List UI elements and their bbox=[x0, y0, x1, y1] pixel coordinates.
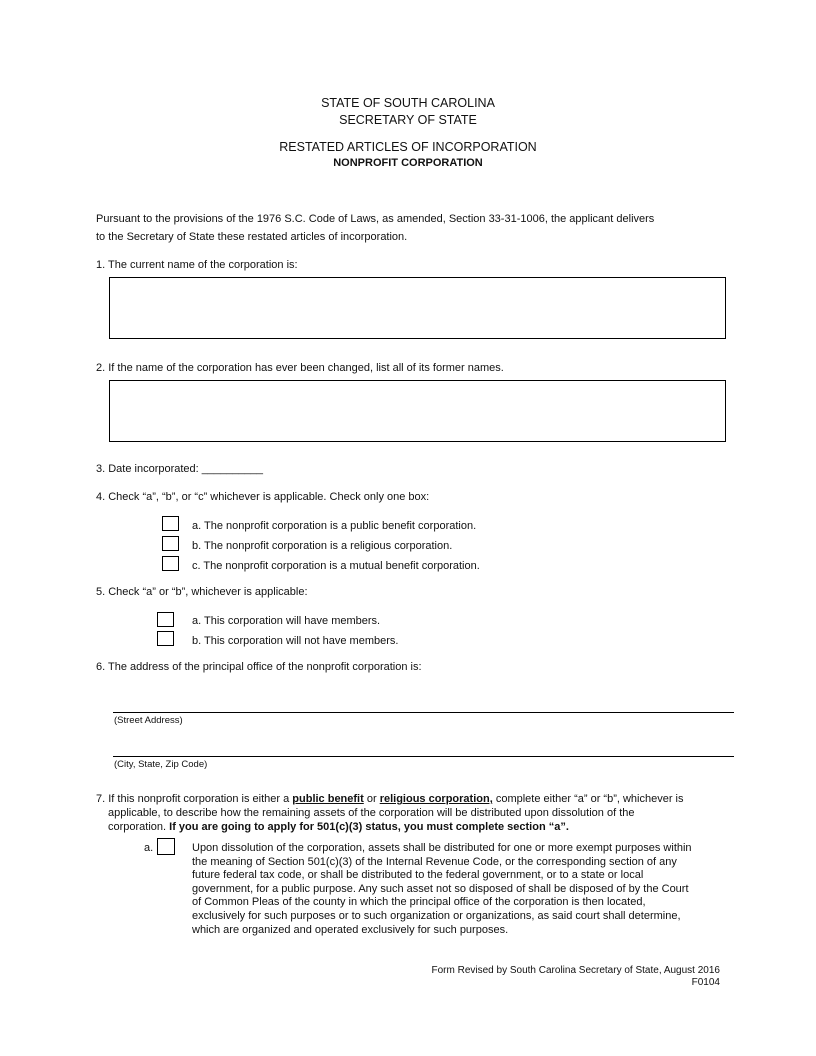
q5-option-b-label: b. This corporation will not have members. bbox=[192, 635, 399, 647]
city-state-zip-caption: (City, State, Zip Code) bbox=[114, 759, 208, 770]
q7-term-religious: religious corporation, bbox=[379, 793, 493, 805]
q3-label: 3. Date incorporated: __________ bbox=[96, 463, 263, 475]
q7-term-public-benefit: public benefit bbox=[292, 793, 364, 805]
q4-option-a-label: a. The nonprofit corporation is a public benefit corporation. bbox=[192, 520, 477, 532]
q5-option-a-checkbox[interactable] bbox=[157, 612, 174, 627]
q4-label: 4. Check “a”, “b”, or “c” whichever is applicable. Check only one box: bbox=[96, 491, 430, 503]
former-names-field[interactable] bbox=[109, 380, 726, 442]
q7-line-3 bbox=[108, 821, 569, 833]
q7-line-3-bold: If you are going to apply for 501(c)(3) status, you must complete section “a”. bbox=[169, 821, 569, 833]
q5-label: 5. Check “a” or “b”, whichever is applicable: bbox=[96, 586, 308, 598]
q1-label: 1. The current name of the corporation is: bbox=[96, 259, 298, 271]
q7-line-1 bbox=[96, 793, 684, 805]
city-state-zip-line[interactable] bbox=[113, 756, 734, 757]
q6-label: 6. The address of the principal office of the nonprofit corporation is: bbox=[96, 661, 422, 673]
q7-option-a-line: the meaning of Section 501(c)(3) of the Internal Revenue Code, or the corresponding section of any bbox=[192, 855, 677, 868]
q7-option-a-line: Upon dissolution of the corporation, assets shall be distributed for one or more exempt purposes within bbox=[192, 842, 692, 854]
q4-option-b-label: b. The nonprofit corporation is a religious corporation. bbox=[192, 540, 453, 552]
q7-line-3-plain: corporation. bbox=[108, 821, 170, 833]
q7-mid: or bbox=[363, 793, 380, 805]
q7-rest: complete either “a” or “b”, whichever is bbox=[492, 793, 684, 805]
intro-line-1: Pursuant to the provisions of the 1976 S.C. Code of Laws, as amended, Section 33-31-1006, the applicant delivers bbox=[96, 213, 655, 225]
current-name-value bbox=[110, 278, 725, 290]
q7-line-2: applicable, to describe how the remaining assets of the corporation will be distributed upon dissolution of the bbox=[108, 807, 635, 819]
page-subtitle: NONPROFIT CORPORATION bbox=[333, 157, 483, 169]
header-state: STATE OF SOUTH CAROLINA bbox=[321, 96, 495, 110]
q7-option-a-checkbox[interactable] bbox=[157, 838, 175, 855]
page-title: RESTATED ARTICLES OF INCORPORATION bbox=[279, 140, 537, 154]
q5-option-b-checkbox[interactable] bbox=[157, 631, 174, 646]
q7-option-a-line: government, for a public purpose. Any such asset not so disposed of shall be disposed of by the Court bbox=[192, 882, 689, 895]
q4-option-c-checkbox[interactable] bbox=[162, 556, 179, 571]
form-revised-note: Form Revised by South Carolina Secretary of State, August 2016 bbox=[431, 965, 720, 976]
q7-option-a-line: of Common Pleas of the county in which the principal office of the corporation is then located, bbox=[192, 896, 646, 909]
q2-label: 2. If the name of the corporation has ever been changed, list all of its former names. bbox=[96, 362, 504, 374]
q7-option-a-letter: a. bbox=[144, 842, 154, 854]
intro-line-2: to the Secretary of State these restated articles of incorporation. bbox=[96, 231, 408, 243]
q4-option-b-checkbox[interactable] bbox=[162, 536, 179, 551]
form-id: F0104 bbox=[691, 977, 720, 988]
q7-prefix: 7. If this nonprofit corporation is either a bbox=[96, 793, 293, 805]
current-name-field[interactable] bbox=[109, 277, 726, 339]
header-office: SECRETARY OF STATE bbox=[339, 113, 477, 127]
q7-option-a-line: exclusively for such purposes or to such organization or organizations, as said court shall determine, bbox=[192, 909, 681, 922]
q4-option-a-checkbox[interactable] bbox=[162, 516, 179, 531]
q7-option-a-line: future federal tax code, or shall be distributed to the federal government, or to a state or local bbox=[192, 869, 644, 882]
q7-option-a-text bbox=[192, 842, 692, 937]
q7-option-a-line: which are organized and operated exclusively for such purposes. bbox=[192, 923, 509, 936]
street-address-caption: (Street Address) bbox=[114, 715, 183, 726]
former-names-value bbox=[110, 381, 725, 393]
q4-option-c-label: c. The nonprofit corporation is a mutual benefit corporation. bbox=[192, 560, 480, 572]
street-address-line[interactable] bbox=[113, 712, 734, 713]
q5-option-a-label: a. This corporation will have members. bbox=[192, 615, 381, 627]
